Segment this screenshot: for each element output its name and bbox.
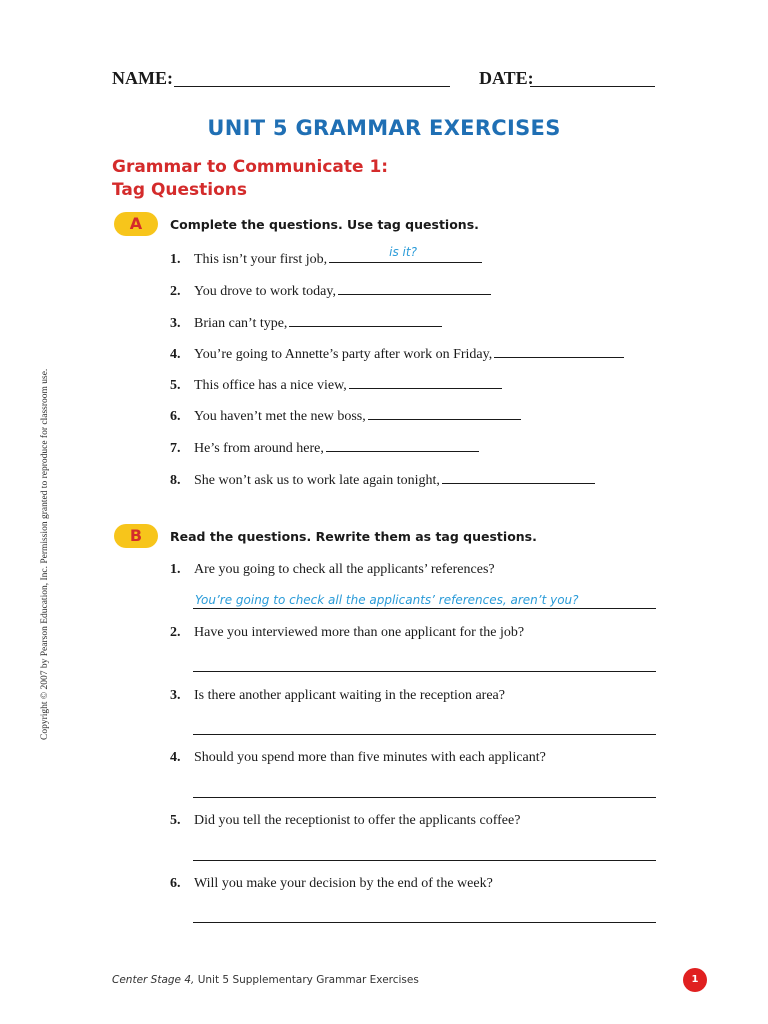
answer-blank[interactable] <box>338 280 491 295</box>
answer-line[interactable] <box>193 671 656 672</box>
item-text: Should you spend more than five minutes with each applicant? <box>194 750 546 765</box>
item-text: He’s from around here, <box>194 441 324 456</box>
item-number: 3. <box>170 688 181 703</box>
part-a-item-5 <box>170 374 502 394</box>
item-number: 2. <box>170 625 181 640</box>
item-number: 5. <box>170 813 181 828</box>
item-number: 7. <box>170 441 181 456</box>
section-heading-line2: Tag Questions <box>112 180 248 200</box>
item-text: Have you interviewed more than one applicant for the job? <box>194 625 525 640</box>
part-a-item-8 <box>170 469 595 489</box>
answer-line[interactable] <box>193 797 656 798</box>
item-number: 1. <box>170 562 181 577</box>
part-a-item-3 <box>170 312 442 332</box>
answer-blank[interactable] <box>494 343 624 358</box>
copyright-notice: Copyright © 2007 by Pearson Education, Inc. Permission granted to reproduce for classroom use. <box>40 368 50 740</box>
page-number: 1 <box>683 968 707 992</box>
part-b-badge: B <box>114 524 158 548</box>
footer-text: Unit 5 Supplementary Grammar Exercises <box>194 974 419 986</box>
part-a-badge: A <box>114 212 158 236</box>
section-heading-line1: Grammar to Communicate 1: <box>112 157 389 177</box>
date-label: DATE: <box>479 68 534 88</box>
item-text: You haven’t met the new boss, <box>194 409 366 424</box>
name-field[interactable] <box>174 86 450 87</box>
answer-blank[interactable] <box>289 312 442 327</box>
part-a-item-6 <box>170 405 521 425</box>
item-number: 1. <box>170 252 181 267</box>
item-number: 2. <box>170 284 181 299</box>
item-text: You drove to work today, <box>194 284 336 299</box>
part-b-item-1 <box>170 562 495 578</box>
answer-handwritten: You’re going to check all the applicants’ references, aren’t you? <box>195 593 579 607</box>
answer-handwritten: is it? <box>389 245 417 259</box>
part-a-item-4 <box>170 343 624 363</box>
item-number: 6. <box>170 409 181 424</box>
answer-blank[interactable] <box>326 437 479 452</box>
part-b-item-4 <box>170 750 546 766</box>
part-a-item-1 <box>170 245 482 268</box>
answer-line[interactable] <box>193 608 656 609</box>
answer-line[interactable] <box>193 860 656 861</box>
answer-line[interactable] <box>193 734 656 735</box>
part-b-item-2 <box>170 625 524 641</box>
part-b-item-3 <box>170 688 505 704</box>
item-text: You’re going to Annette’s party after work on Friday, <box>194 347 493 362</box>
answer-blank[interactable] <box>349 374 502 389</box>
part-a-instruction: Complete the questions. Use tag questions. <box>170 217 479 232</box>
item-text: Did you tell the receptionist to offer the applicants coffee? <box>194 813 521 828</box>
item-number: 8. <box>170 473 181 488</box>
answer-blank[interactable] <box>329 245 482 263</box>
answer-blank[interactable] <box>368 405 521 420</box>
footer <box>112 974 419 986</box>
item-text: She won’t ask us to work late again tonight, <box>194 473 440 488</box>
item-text: Will you make your decision by the end of the week? <box>194 876 493 891</box>
item-number: 3. <box>170 316 181 331</box>
item-number: 6. <box>170 876 181 891</box>
footer-book-title: Center Stage 4, <box>112 974 195 986</box>
part-a-item-7 <box>170 437 479 457</box>
item-number: 4. <box>170 750 181 765</box>
part-a-item-2 <box>170 280 491 300</box>
part-b-item-6 <box>170 876 493 892</box>
name-label: NAME: <box>112 68 173 88</box>
item-text: This office has a nice view, <box>194 378 347 393</box>
item-number: 4. <box>170 347 181 362</box>
item-text: Brian can’t type, <box>194 316 288 331</box>
item-text: Are you going to check all the applicants’ references? <box>194 562 495 577</box>
date-field[interactable] <box>530 86 655 87</box>
item-number: 5. <box>170 378 181 393</box>
answer-blank[interactable] <box>442 469 595 484</box>
page-title: UNIT 5 GRAMMAR EXERCISES <box>207 116 561 140</box>
part-b-instruction: Read the questions. Rewrite them as tag questions. <box>170 529 537 544</box>
item-text: This isn’t your first job, <box>194 252 328 267</box>
part-b-item-5 <box>170 813 520 829</box>
item-text: Is there another applicant waiting in the reception area? <box>194 688 505 703</box>
answer-line[interactable] <box>193 922 656 923</box>
